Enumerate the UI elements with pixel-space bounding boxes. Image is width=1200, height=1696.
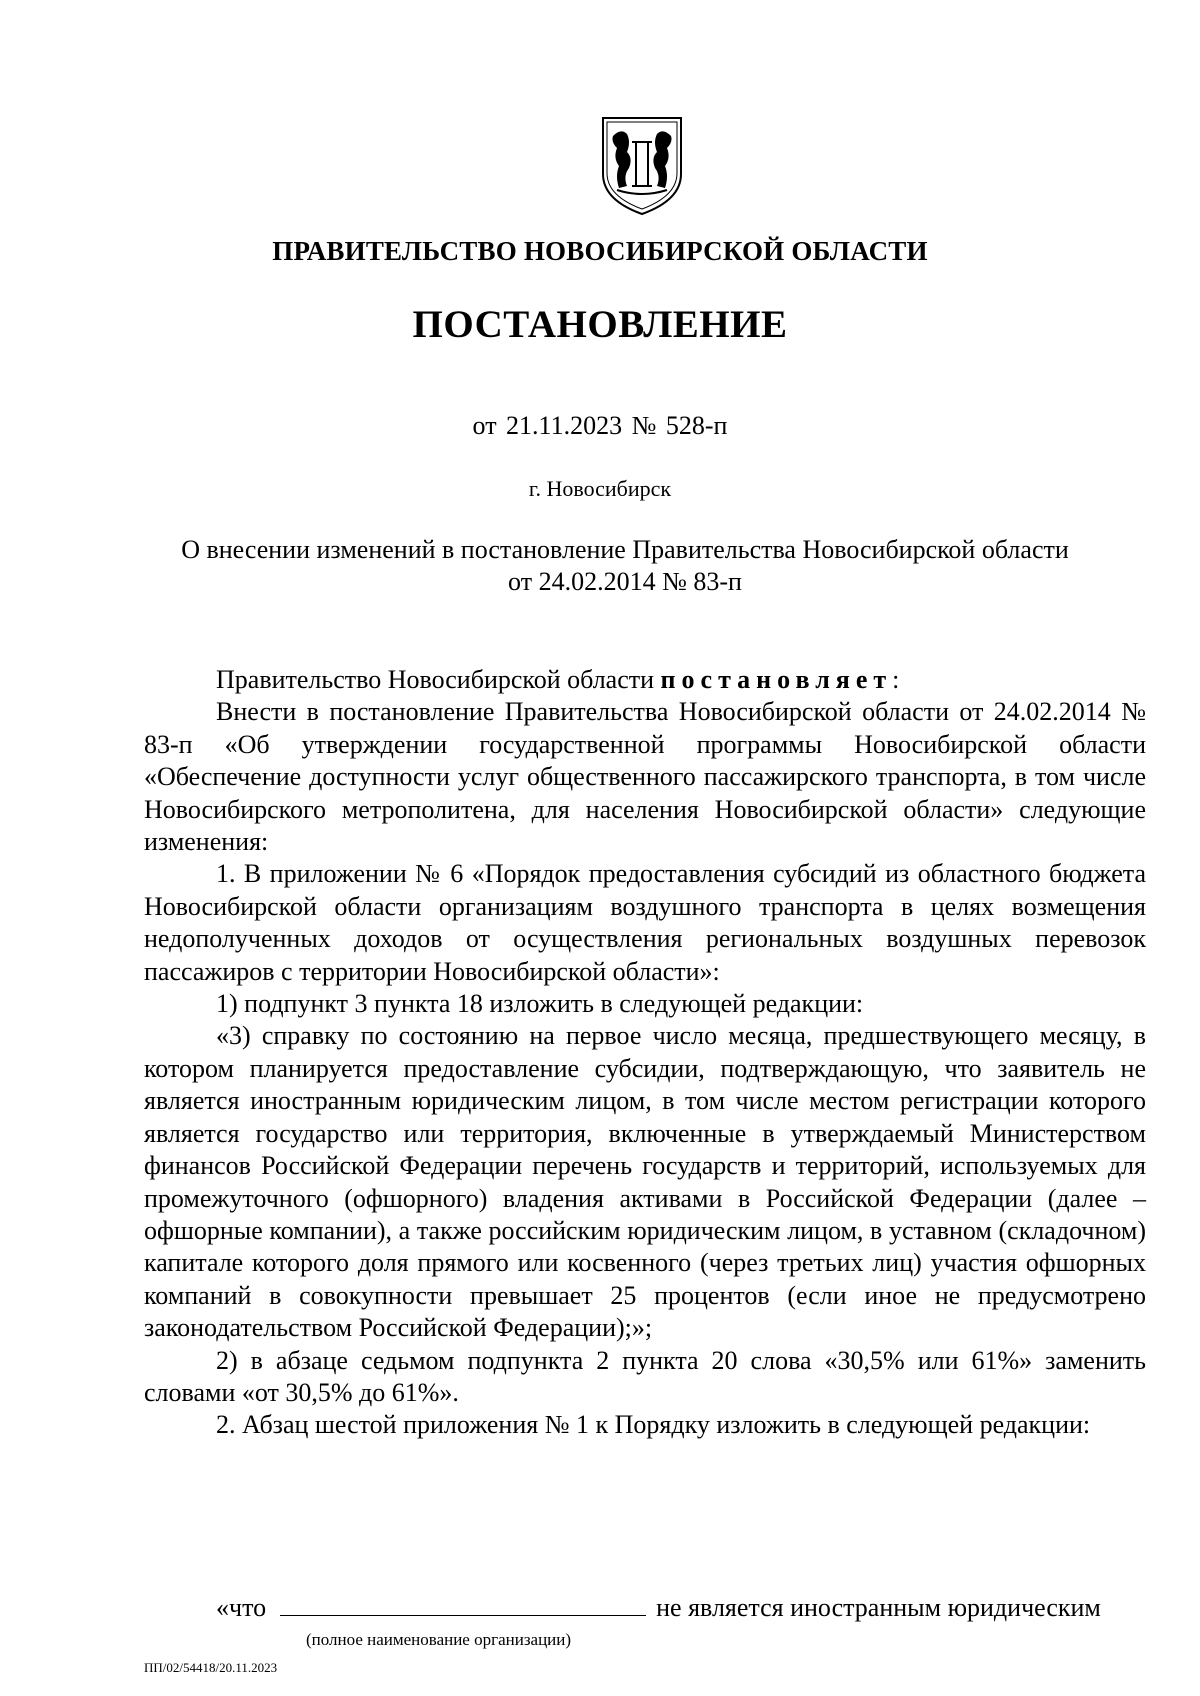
resolution-intro: [144, 664, 1146, 696]
subject-line-1: О внесении изменений в постановление Правительства Новосибирской области: [181, 535, 1069, 564]
paragraph-item-1: 1. В приложении № 6 «Порядок предоставления субсидий из областного бюджета Новосибирской области организациям воздушного транспорта в целях возмещения недополученных доходов от осуществления региональных воздушных перевозок пассажиров с территории Новосибирской области»:: [144, 859, 1146, 986]
city-name: г. Новосибирск: [528, 476, 672, 501]
paragraph-certificate: «3) справку по состоянию на первое число месяца, предшествующего месяцу, в котором планируется предоставление субсидии, подтверждающую, что заявитель не является иностранным юридическим лицом, в том числе местом регистрации которого является государство или территория, включенные в утверждаемый Министерством финансов Российской Федерации перечень государств и территорий, используемых для промежуточного (офшорного) владения активами в Российской Федерации (далее – офшорные компании), а также российским юридическим лицом, в уставном (складочном) капитале которого доля прямого или косвенного (через третьих лиц) участия офшорных компаний в совокупности превышает 25 процентов (если иное не предусмотрено законодательством Российской Федерации);»;: [144, 1021, 1146, 1343]
organization-fill-line: [216, 1593, 1146, 1623]
resolves-keyword: постановляет: [660, 665, 893, 694]
paragraph-item-2: 2. Абзац шестой приложения № 1 к Порядку изложить в следующей редакции:: [216, 1410, 1091, 1440]
organization-name-blank: [280, 1593, 646, 1616]
coat-of-arms-icon: [597, 112, 687, 218]
date-and-number: от 21.11.2023 № 528-п: [472, 411, 728, 440]
government-name: ПРАВИТЕЛЬСТВО НОВОСИБИРСКОЙ ОБЛАСТИ: [272, 236, 928, 266]
paragraph-amend: Внести в постановление Правительства Новосибирской области от 24.02.2014 № 83-п «Об утверждении государственной программы Новосибирской области «Обеспечение доступности услуг общественного пассажирского транспорта, в том числе Новосибирского метрополитена, для населения Новосибирской области» следующие изменения:: [144, 697, 1146, 857]
fill-line-suffix: не является иностранным юридическим: [656, 1593, 1101, 1622]
document-registration-code: ПП/02/54418/20.11.2023: [144, 1660, 278, 1675]
subject-line-2: от 24.02.2014 № 83-п: [508, 567, 742, 596]
fill-line-prefix: «что: [216, 1593, 267, 1622]
paragraph-subitem-1: 1) подпункт 3 пункта 18 изложить в следующей редакции:: [216, 989, 864, 1019]
document-subject: [150, 534, 1100, 598]
document-type-title: ПОСТАНОВЛЕНИЕ: [412, 303, 788, 346]
intro-text: Правительство Новосибирской области: [216, 665, 661, 694]
document-body: [144, 664, 1146, 1442]
intro-colon: :: [892, 665, 900, 694]
paragraph-subitem-2: 2) в абзаце седьмом подпункта 2 пункта 20 слова «30,5% или 61%» заменить словами «от 30,5% до 61%».: [144, 1345, 1146, 1407]
blank-caption: (полное наименование организации): [306, 1630, 572, 1649]
